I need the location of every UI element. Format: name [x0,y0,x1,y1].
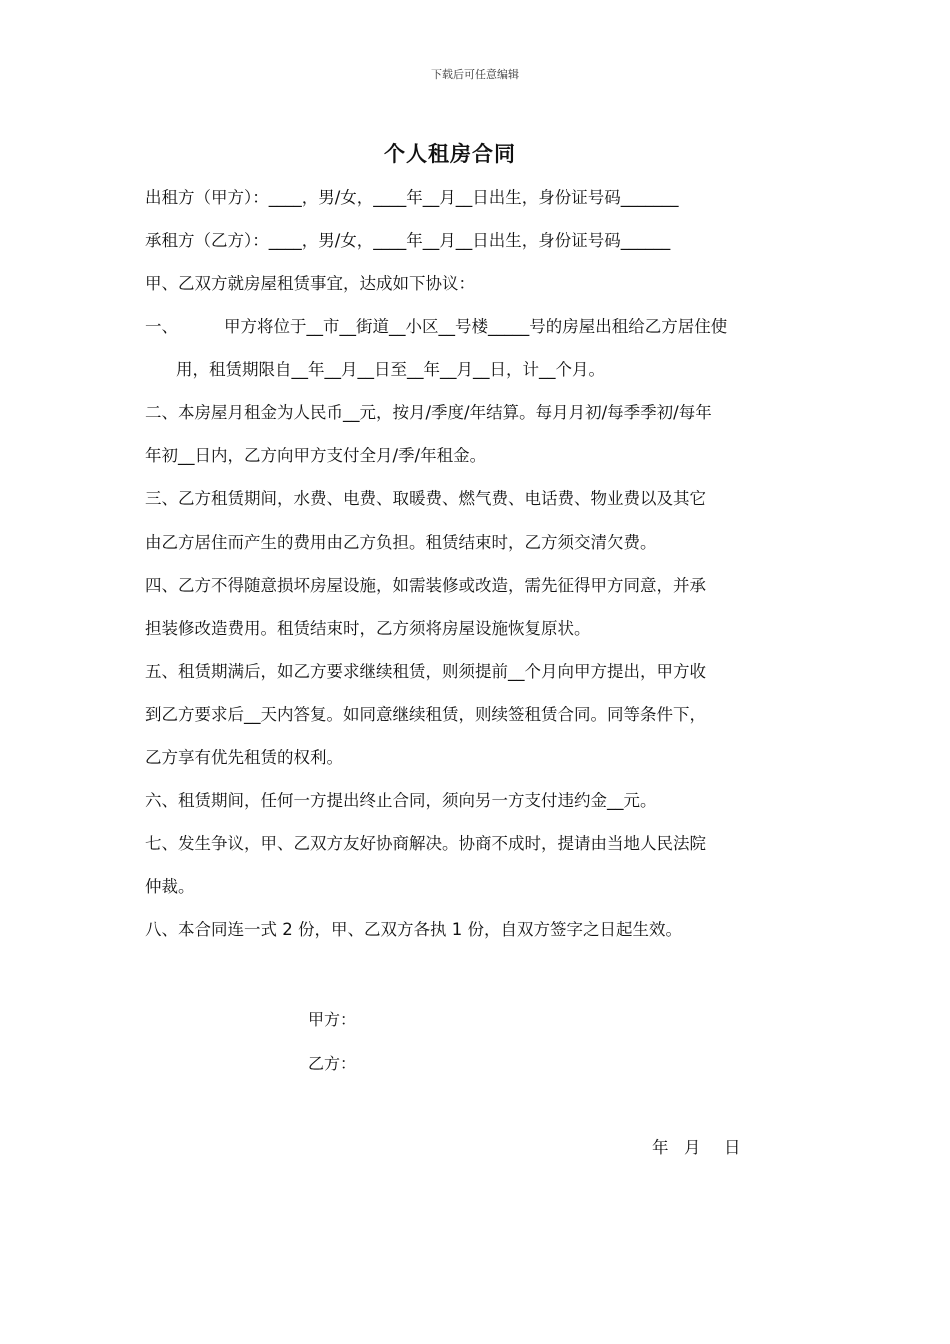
signing-date [652,1134,741,1158]
clause-2-line-2: 年初__日内，乙方向甲方支付全月/季/年租金。 [145,446,487,465]
clause-1-line-1 [145,316,727,338]
date-year-label: 年 [652,1138,669,1157]
date-month-label: 月 [684,1138,701,1157]
clause-3-line-2: 由乙方居住而产生的费用由乙方负担。租赁结束时，乙方须交清欠费。 [145,533,657,552]
clause-5-line-3: 乙方享有优先租赁的权利。 [145,748,343,767]
clause-8-line-1: 八、本合同连一式 2 份，甲、乙双方各执 1 份，自双方签字之日起生效。 [145,920,682,939]
clause-5-line-1: 五、租赁期满后，如乙方要求继续租赁，则须提前__个月向甲方提出，甲方收 [145,662,706,681]
party-b-line: 承租方（乙方）：____，男/女，____年__月__日出生，身份证号码______ [145,231,671,250]
agreement-intro: 甲、乙双方就房屋租赁事宜，达成如下协议： [145,274,475,293]
clause-3-line-1: 三、乙方租赁期间，水费、电费、取暖费、燃气费、电话费、物业费以及其它 [145,489,706,508]
party-b-signature-label: 乙方： [308,1054,357,1073]
clause-1-number: 一、 [145,317,178,336]
document-title: 个人租房合同 [384,142,516,166]
clause-6-line-1: 六、租赁期间，任何一方提出终止合同，须向另一方支付违约金__元。 [145,791,657,810]
header-note: 下载后可任意编辑 [431,68,519,81]
party-a-signature-label: 甲方： [308,1010,357,1029]
clause-5-line-2: 到乙方要求后__天内答复。如同意继续租赁，则续签租赁合同。同等条件下， [145,705,706,724]
clause-4-line-2: 担装修改造费用。租赁结束时，乙方须将房屋设施恢复原状。 [145,619,591,638]
clause-1-line-2: 用，租赁期限自__年__月__日至__年__月__日，计__个月。 [176,360,605,379]
clause-1-text: 甲方将位于__市__街道__小区__号楼_____号的房屋出租给乙方居住使 [224,317,728,336]
clause-7-line-1: 七、发生争议，甲、乙双方友好协商解决。协商不成时，提请由当地人民法院 [145,834,706,853]
clause-7-line-2: 仲裁。 [145,877,195,896]
clause-2-line-1: 二、本房屋月租金为人民币__元，按月/季度/年结算。每月月初/每季季初/每年 [145,403,712,422]
clause-4-line-1: 四、乙方不得随意损坏房屋设施，如需装修或改造，需先征得甲方同意，并承 [145,576,706,595]
party-a-line: 出租方（甲方）：____，男/女，____年__月__日出生，身份证号码_______ [145,188,679,207]
date-day-label: 日 [724,1138,741,1157]
